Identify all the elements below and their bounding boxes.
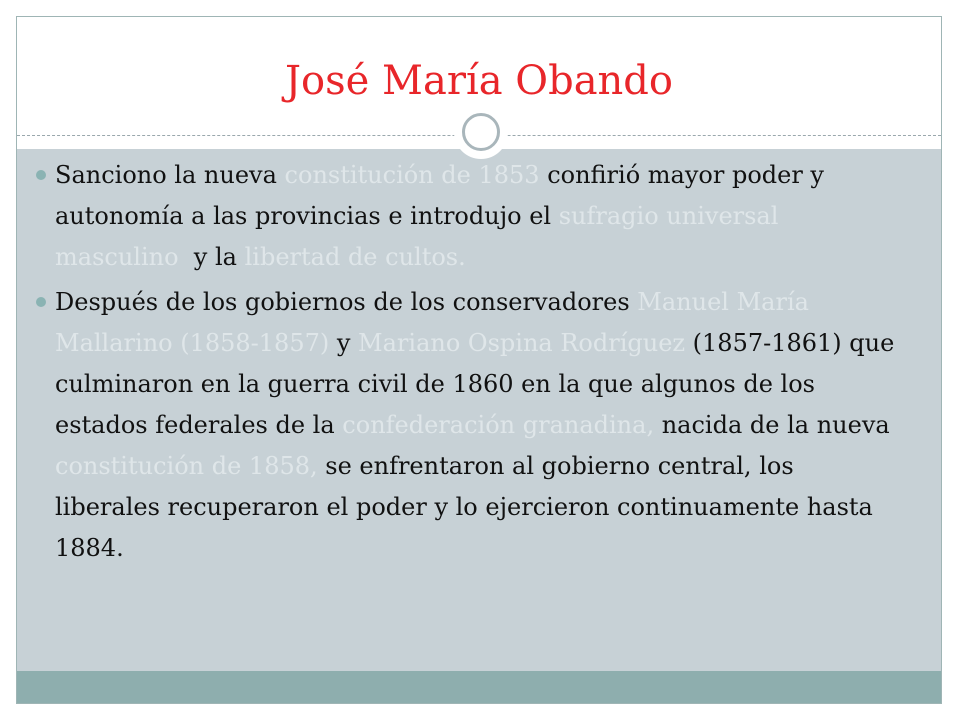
link-confederacion-granadina[interactable]: confederación granadina, bbox=[342, 411, 655, 439]
text-segment: nacida de la nueva bbox=[654, 411, 890, 439]
link-manuel-maria-mallarino[interactable]: Manuel María Mallarino (1858-1857) bbox=[55, 288, 809, 357]
bullet-dot-icon bbox=[36, 170, 46, 180]
text-segment: (1857-1861) que culminaron en la guerra civil de 1860 en la que algunos de los estados federales de la bbox=[55, 329, 895, 439]
text-segment: se enfrentaron al gobierno central, los liberales recuperaron el poder y lo ejercieron continuamente hasta 1884. bbox=[55, 452, 873, 562]
text-segment: Después de los gobiernos de los conservadores bbox=[55, 288, 638, 316]
link-constitucion-1858[interactable]: constitución de 1858, bbox=[55, 452, 318, 480]
link-mariano-ospina[interactable]: Mariano Ospina Rodríguez bbox=[358, 329, 686, 357]
link-constitucion-1853[interactable]: constitución de 1853 bbox=[284, 161, 540, 189]
text-segment: confirió mayor poder y autonomía a las provincias e introdujo el bbox=[55, 161, 824, 230]
link-sufragio-universal[interactable]: sufragio universal masculino bbox=[55, 202, 779, 271]
link-libertad-cultos[interactable]: libertad de cultos bbox=[244, 243, 459, 271]
bullet-item bbox=[36, 282, 906, 569]
bullet-item bbox=[36, 155, 906, 278]
bullet-dot-icon bbox=[36, 297, 46, 307]
text-segment: y la bbox=[178, 243, 245, 271]
ring-inner bbox=[462, 113, 500, 151]
text-segment: y bbox=[329, 329, 359, 357]
circle-ring-icon bbox=[454, 105, 508, 159]
text-segment: . bbox=[458, 243, 466, 271]
text-segment: Sanciono la nueva bbox=[55, 161, 285, 189]
slide-title: José María Obando bbox=[284, 58, 673, 104]
footer-bar bbox=[17, 671, 941, 703]
bullet-list bbox=[36, 155, 906, 573]
